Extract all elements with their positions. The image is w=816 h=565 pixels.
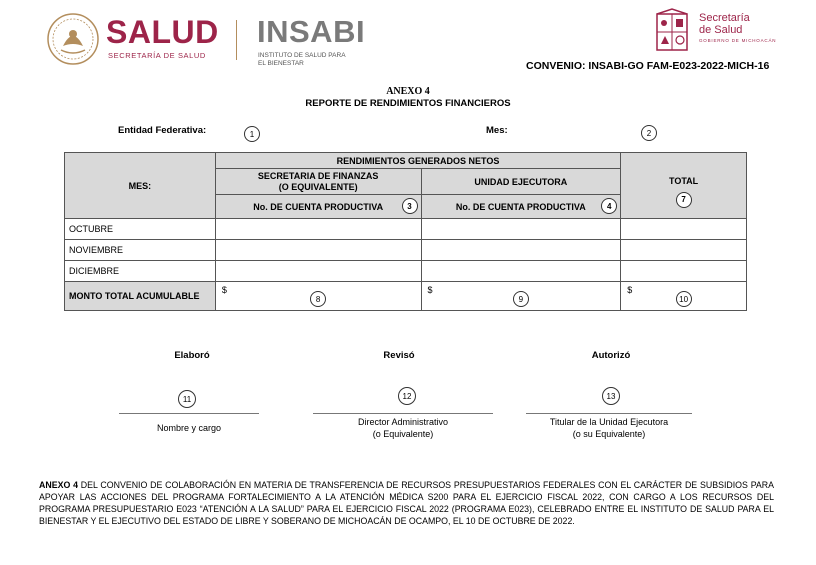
table-row (65, 219, 747, 240)
autorizo-caption-line-1: Titular de la Unidad Ejecutora (549, 417, 669, 427)
table-row-total (65, 282, 747, 311)
field-number-marker: 13 (602, 387, 620, 405)
autorizo-heading: Autorizó (591, 350, 631, 361)
insabi-sub-line-1: INSTITUTO DE SALUD PARA (258, 52, 346, 59)
cuenta-productiva-unidad (421, 195, 621, 219)
signature-line-elaboro[interactable] (119, 413, 259, 414)
col-header-finanzas (215, 169, 421, 195)
anexo-title: ANEXO 4 (386, 86, 430, 97)
elaboro-heading: Elaboró (174, 350, 210, 361)
michoacan-logo-text (699, 12, 750, 36)
table-row (65, 240, 747, 261)
field-number-marker: 3 (402, 198, 418, 214)
table-row (65, 261, 747, 282)
monto-total-label: MONTO TOTAL ACUMULABLE (65, 282, 216, 311)
col-header-total: TOTAL (669, 175, 699, 186)
footer-anexo-ref: ANEXO 4 (39, 480, 78, 490)
cell-total[interactable] (621, 219, 747, 240)
insabi-logo-text: INSABI (257, 14, 366, 49)
cell-finanzas[interactable] (215, 240, 421, 261)
row-label-noviembre: NOVIEMBRE (65, 240, 216, 261)
field-number-marker: 1 (244, 126, 260, 142)
field-number-marker: 8 (310, 291, 326, 307)
field-number-marker: 11 (178, 390, 196, 408)
footer-text: DEL CONVENIO DE COLABORACIÓN EN MATERIA DE TRANSFERENCIA DE RECURSOS PRESUPUESTARIOS FEDERALES CON EL CARÁCTER DE SUBSIDIOS PARA APOYAR LAS ACCIONES DEL PROGRAMA FORTALECIMIENTO A LA ATENCIÓN MÉDICA S200 PARA EL EJERCICIO FISCAL 2022, CON CARGO A LOS RECURSOS DEL PROGRAMA PRESUPUESTARIO E023 “ATENCIÓN A LA SALUD” PARA EL EJERCICIO FISCAL 2022 (PROGRAMA E023), CELEBRADO ENTRE EL INSTITUTO DE SALUD PARA EL BIENESTAR Y EL EJECUTIVO DEL ESTADO DE LIBRE Y SOBERANO DE MICHOACÁN DE OCAMPO, EL 10 DE OCTUBRE DE 2022. (39, 480, 775, 526)
michoacan-emblem-icon (653, 8, 691, 54)
currency-symbol: $ (427, 285, 433, 295)
field-number-marker: 2 (641, 125, 657, 141)
cell-total[interactable] (621, 261, 747, 282)
col-header-mes: MES: (65, 153, 216, 219)
cell-finanzas[interactable] (215, 219, 421, 240)
autorizo-caption (526, 416, 692, 440)
total-total-cell[interactable] (621, 282, 747, 311)
reviso-caption (313, 416, 493, 440)
field-number-marker: 10 (676, 291, 692, 307)
rendimientos-table (64, 152, 747, 311)
field-number-marker: 7 (676, 192, 692, 208)
salud-logo-subtitle: SECRETARÍA DE SALUD (108, 51, 206, 60)
michoacan-logo-subtitle: GOBIERNO DE MICHOACÁN (699, 38, 777, 43)
footer-note (39, 479, 774, 527)
signature-line-autorizo[interactable] (526, 413, 692, 414)
field-number-marker: 12 (398, 387, 416, 405)
insabi-logo-subtitle (258, 52, 368, 67)
field-number-marker: 9 (513, 291, 529, 307)
field-number-marker: 4 (601, 198, 617, 214)
mes-label: Mes: (486, 125, 508, 136)
group-header-rendimientos: RENDIMIENTOS GENERADOS NETOS (215, 153, 620, 169)
cell-unidad[interactable] (421, 219, 621, 240)
autorizo-caption-line-2: (o su Equivalente) (572, 429, 646, 439)
signature-line-reviso[interactable] (313, 413, 493, 414)
cuenta-productiva-finanzas (215, 195, 421, 219)
entidad-federativa-label: Entidad Federativa: (118, 125, 207, 136)
reviso-caption-line-1: Director Administrativo (357, 417, 449, 427)
mich-logo-line-2: de Salud (699, 24, 743, 36)
mich-logo-line-1: Secretaría (699, 12, 750, 24)
col-header-unidad: UNIDAD EJECUTORA (421, 169, 621, 195)
reviso-caption-line-2: (o Equivalente) (372, 429, 434, 439)
row-label-octubre: OCTUBRE (65, 219, 216, 240)
col-header-finanzas-line-1: SECRETARIA DE FINANZAS (257, 170, 379, 181)
total-finanzas-cell[interactable] (215, 282, 421, 311)
convenio-code: CONVENIO: INSABI-GO FAM-E023-2022-MICH-16 (526, 60, 770, 72)
cell-finanzas[interactable] (215, 261, 421, 282)
cuenta-label: No. DE CUENTA PRODUCTIVA (455, 201, 586, 212)
col-header-total-cell (621, 153, 747, 219)
cell-unidad[interactable] (421, 261, 621, 282)
cell-unidad[interactable] (421, 240, 621, 261)
mexico-seal-icon (46, 12, 100, 66)
row-label-diciembre: DICIEMBRE (65, 261, 216, 282)
header-divider (236, 20, 237, 60)
col-header-finanzas-line-2: (O EQUIVALENTE) (278, 181, 358, 192)
insabi-sub-line-2: EL BIENESTAR (258, 59, 304, 67)
total-unidad-cell[interactable] (421, 282, 621, 311)
cuenta-label: No. DE CUENTA PRODUCTIVA (253, 201, 384, 212)
currency-symbol: $ (627, 285, 633, 295)
elaboro-caption: Nombre y cargo (156, 423, 222, 433)
salud-logo-text: SALUD (106, 14, 219, 50)
cell-total[interactable] (621, 240, 747, 261)
currency-symbol: $ (221, 285, 227, 295)
report-title: REPORTE DE RENDIMIENTOS FINANCIEROS (305, 98, 511, 109)
reviso-heading: Revisó (383, 350, 415, 361)
